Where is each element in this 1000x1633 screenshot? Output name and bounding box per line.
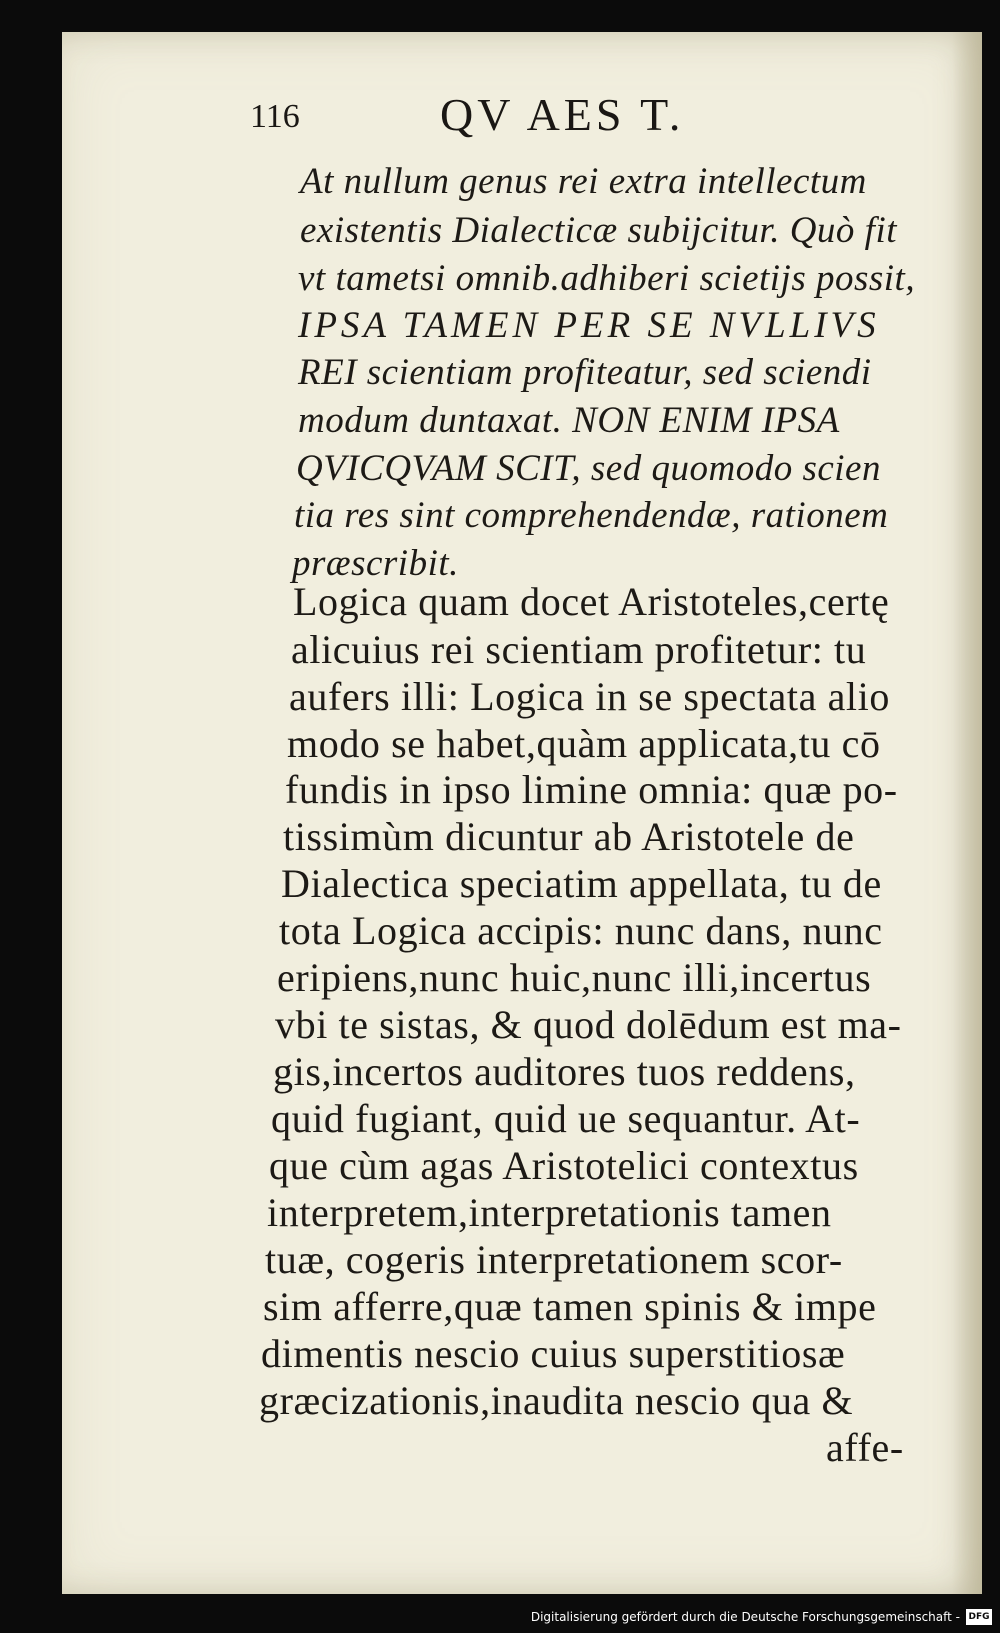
catchword: affe-	[826, 1425, 904, 1470]
italic-line: existentis Dialecticæ subijcitur. Quò fit	[300, 210, 898, 251]
italic-line: IPSA TAMEN PER SE NVLLIVS	[298, 305, 880, 346]
italic-line: REI scientiam profiteatur, sed sciendi	[298, 352, 872, 393]
roman-line: eripiens,nunc huic,nunc illi,incertus	[277, 955, 872, 1000]
roman-line: modo se habet,quàm applicata,tu cō	[287, 721, 881, 766]
digitization-footer	[0, 1606, 1000, 1633]
roman-line: que cùm agas Aristotelici contextus	[269, 1143, 859, 1188]
roman-line: græcizationis,inaudita nescio qua &	[259, 1378, 854, 1423]
dfg-logo: DFG	[966, 1609, 992, 1625]
roman-line: tissimùm dicuntur ab Aristotele de	[283, 814, 855, 859]
roman-line: tota Logica accipis: nunc dans, nunc	[279, 908, 883, 953]
roman-line: dimentis nescio cuius superstitiosæ	[261, 1331, 846, 1376]
italic-line: præscribit.	[292, 543, 459, 584]
roman-line: interpretem,interpretationis tamen	[267, 1190, 832, 1235]
italic-line: tia res sint comprehendendæ, rationem	[294, 495, 889, 536]
footer-credit: Digitalisierung gefördert durch die Deutsche Forschungsgemeinschaft -	[530, 1610, 960, 1624]
roman-line: fundis in ipso limine omnia: quæ po-	[285, 767, 898, 812]
italic-line: vt tametsi omnib.adhiberi scietijs possit,	[298, 258, 916, 299]
roman-line: aufers illi: Logica in se spectata alio	[289, 674, 890, 719]
roman-line: sim afferre,quæ tamen spinis & impe	[263, 1284, 877, 1329]
italic-line: QVICQVAM SCIT, sed quomodo scien	[296, 448, 881, 489]
running-title: QV AES T.	[440, 89, 685, 140]
roman-line: alicuius rei scientiam profitetur: tu	[291, 627, 867, 672]
roman-line: quid fugiant, quid ue sequantur. At-	[271, 1096, 861, 1141]
roman-line: tuæ, cogeris interpretationem scor-	[265, 1237, 843, 1282]
page-number: 116	[250, 98, 300, 135]
italic-line: modum duntaxat. NON ENIM IPSA	[298, 400, 840, 441]
roman-line: vbi te sistas, & quod dolēdum est ma-	[275, 1002, 902, 1047]
italic-line: At nullum genus rei extra intellectum	[300, 161, 867, 202]
roman-line: gis,incertos auditores tuos reddens,	[273, 1049, 856, 1094]
roman-line: Logica quam docet Aristoteles,certę	[293, 579, 890, 624]
roman-line: Dialectica speciatim appellata, tu de	[281, 861, 882, 906]
